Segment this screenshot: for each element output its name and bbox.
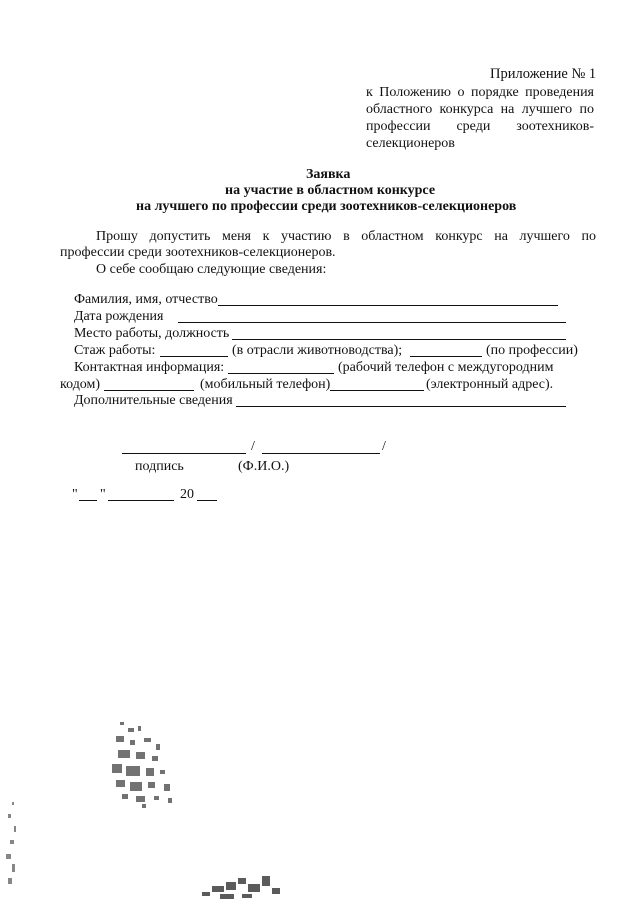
fio-line[interactable] xyxy=(262,453,380,454)
date-month-input[interactable] xyxy=(108,500,174,501)
heading-subtitle-2: на лучшего по профессии среди зоотехников-селекционеров xyxy=(136,199,517,214)
date-year-input[interactable] xyxy=(197,500,217,501)
field-contact-label: Контактная информация: xyxy=(74,360,225,375)
signature-slash-2: / xyxy=(382,439,386,454)
field-work-phone-input[interactable] xyxy=(228,373,334,374)
heading-subtitle: на участие в областном конкурсе xyxy=(225,183,436,198)
field-name-label: Фамилия, имя, отчество xyxy=(74,292,218,307)
field-code-label: кодом) xyxy=(60,377,101,392)
fio-caption: (Ф.И.О.) xyxy=(238,459,290,474)
field-mobile-label: (мобильный телефон) xyxy=(200,377,331,392)
field-work-phone-label: (рабочий телефон с междугородним xyxy=(338,360,554,375)
annex-title: Приложение № 1 xyxy=(490,66,597,82)
field-experience-label: Стаж работы: xyxy=(74,343,156,358)
field-name-input[interactable] xyxy=(218,305,558,306)
field-experience-livestock-label: (в отрасли животноводства); xyxy=(232,343,403,358)
date-quote-open: " xyxy=(72,487,78,502)
stamp-noise-mark xyxy=(108,716,182,812)
signature-caption: подпись xyxy=(135,459,184,474)
intro-line-3: О себе сообщаю следующие сведения: xyxy=(96,262,327,277)
date-year-prefix: 20 xyxy=(180,487,194,502)
field-email-label: (электронный адрес). xyxy=(426,377,554,392)
intro-line-1: Прошу допустить меня к участию в областном конкурс на лучшего по xyxy=(96,229,596,244)
field-email-input[interactable] xyxy=(330,390,424,391)
field-experience-profession-label: (по профессии) xyxy=(486,343,578,358)
date-quote-close: " xyxy=(100,487,106,502)
margin-noise-mark xyxy=(4,800,22,890)
intro-line-2: профессии среди зоотехников-селекционеров. xyxy=(60,245,336,260)
field-birth-label: Дата рождения xyxy=(74,309,164,324)
field-experience-livestock-input[interactable] xyxy=(160,356,228,357)
signature-line[interactable] xyxy=(122,453,246,454)
field-birth-input[interactable] xyxy=(178,322,566,323)
field-mobile-input[interactable] xyxy=(104,390,194,391)
annex-line-2: областного конкурса на лучшего по xyxy=(366,102,594,117)
stamp-edge-mark xyxy=(198,872,284,902)
date-day-input[interactable] xyxy=(79,500,97,501)
signature-slash-1: / xyxy=(251,439,255,454)
annex-line-3: профессии среди зоотехников- xyxy=(366,119,594,134)
annex-line-1: к Положению о порядке проведения xyxy=(366,85,594,100)
annex-line-4: селекционеров xyxy=(366,136,455,151)
field-experience-profession-input[interactable] xyxy=(410,356,482,357)
field-work-label: Место работы, должность xyxy=(74,326,230,341)
heading-title: Заявка xyxy=(306,167,351,182)
field-work-input[interactable] xyxy=(232,339,566,340)
field-additional-input[interactable] xyxy=(236,406,566,407)
field-additional-label: Дополнительные сведения xyxy=(74,393,233,408)
